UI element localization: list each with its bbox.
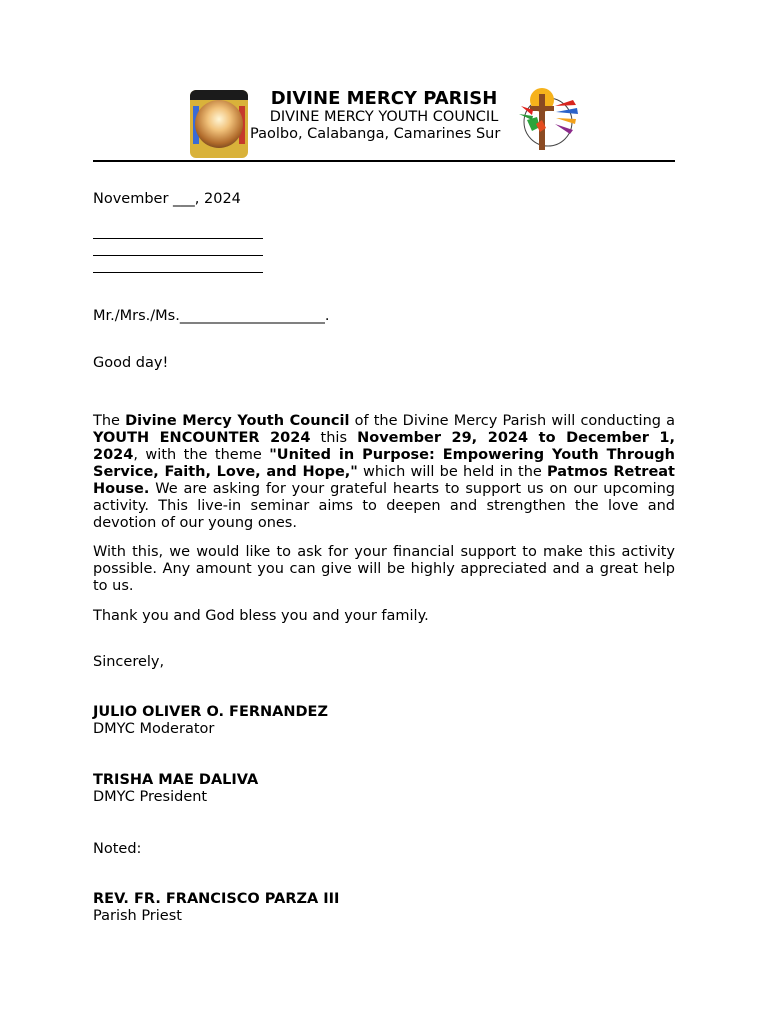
body-paragraph-1: The Divine Mercy Youth Council of the Divine Mercy Parish will conducting a YOUTH ENCOUNTER 2024 this November 29, 2024 to December 1, 2024, with the theme "United in Purpose: Empowering Youth Through Service, Faith, Love, and Hope," which will be held in the Patmos Retreat House. We are asking for your grateful hearts to support us on our upcoming activity. This live-in seminar aims to deepen and strengthen the love and devotion of our young ones. — [93, 413, 675, 531]
signatory-name: JULIO OLIVER O. FERNANDEZ — [93, 704, 328, 720]
noted-by-name: REV. FR. FRANCISCO PARZA III — [93, 891, 340, 907]
parish-address: Paolbo, Calabanga, Camarines Sur — [250, 126, 501, 142]
recipient-line: Mr./Mrs./Ms.____________________. — [93, 308, 330, 324]
signatory-title: DMYC Moderator — [93, 721, 215, 737]
letterhead — [93, 84, 675, 162]
closing: Sincerely, — [93, 654, 165, 670]
letter-date: November ___, 2024 — [93, 191, 241, 207]
signatory-title: DMYC President — [93, 789, 208, 805]
address-blank-line — [93, 272, 263, 273]
noted-by-title: Parish Priest — [93, 908, 182, 924]
parish-name: DIVINE MERCY PARISH — [270, 88, 498, 109]
address-blank-line — [93, 238, 263, 239]
youth-council-logo-icon — [515, 84, 581, 158]
address-blank-line — [93, 255, 263, 256]
signatory-name: TRISHA MAE DALIVA — [93, 772, 259, 788]
greeting: Good day! — [93, 355, 169, 371]
council-name: DIVINE MERCY YOUTH COUNCIL — [269, 109, 499, 125]
body-paragraph-3: Thank you and God bless you and your family. — [93, 608, 429, 624]
noted-label: Noted: — [93, 841, 142, 857]
body-paragraph-2: With this, we would like to ask for your financial support to make this activity possible. Any amount you can give will be highly appreciated and a great help to us. — [93, 544, 675, 594]
